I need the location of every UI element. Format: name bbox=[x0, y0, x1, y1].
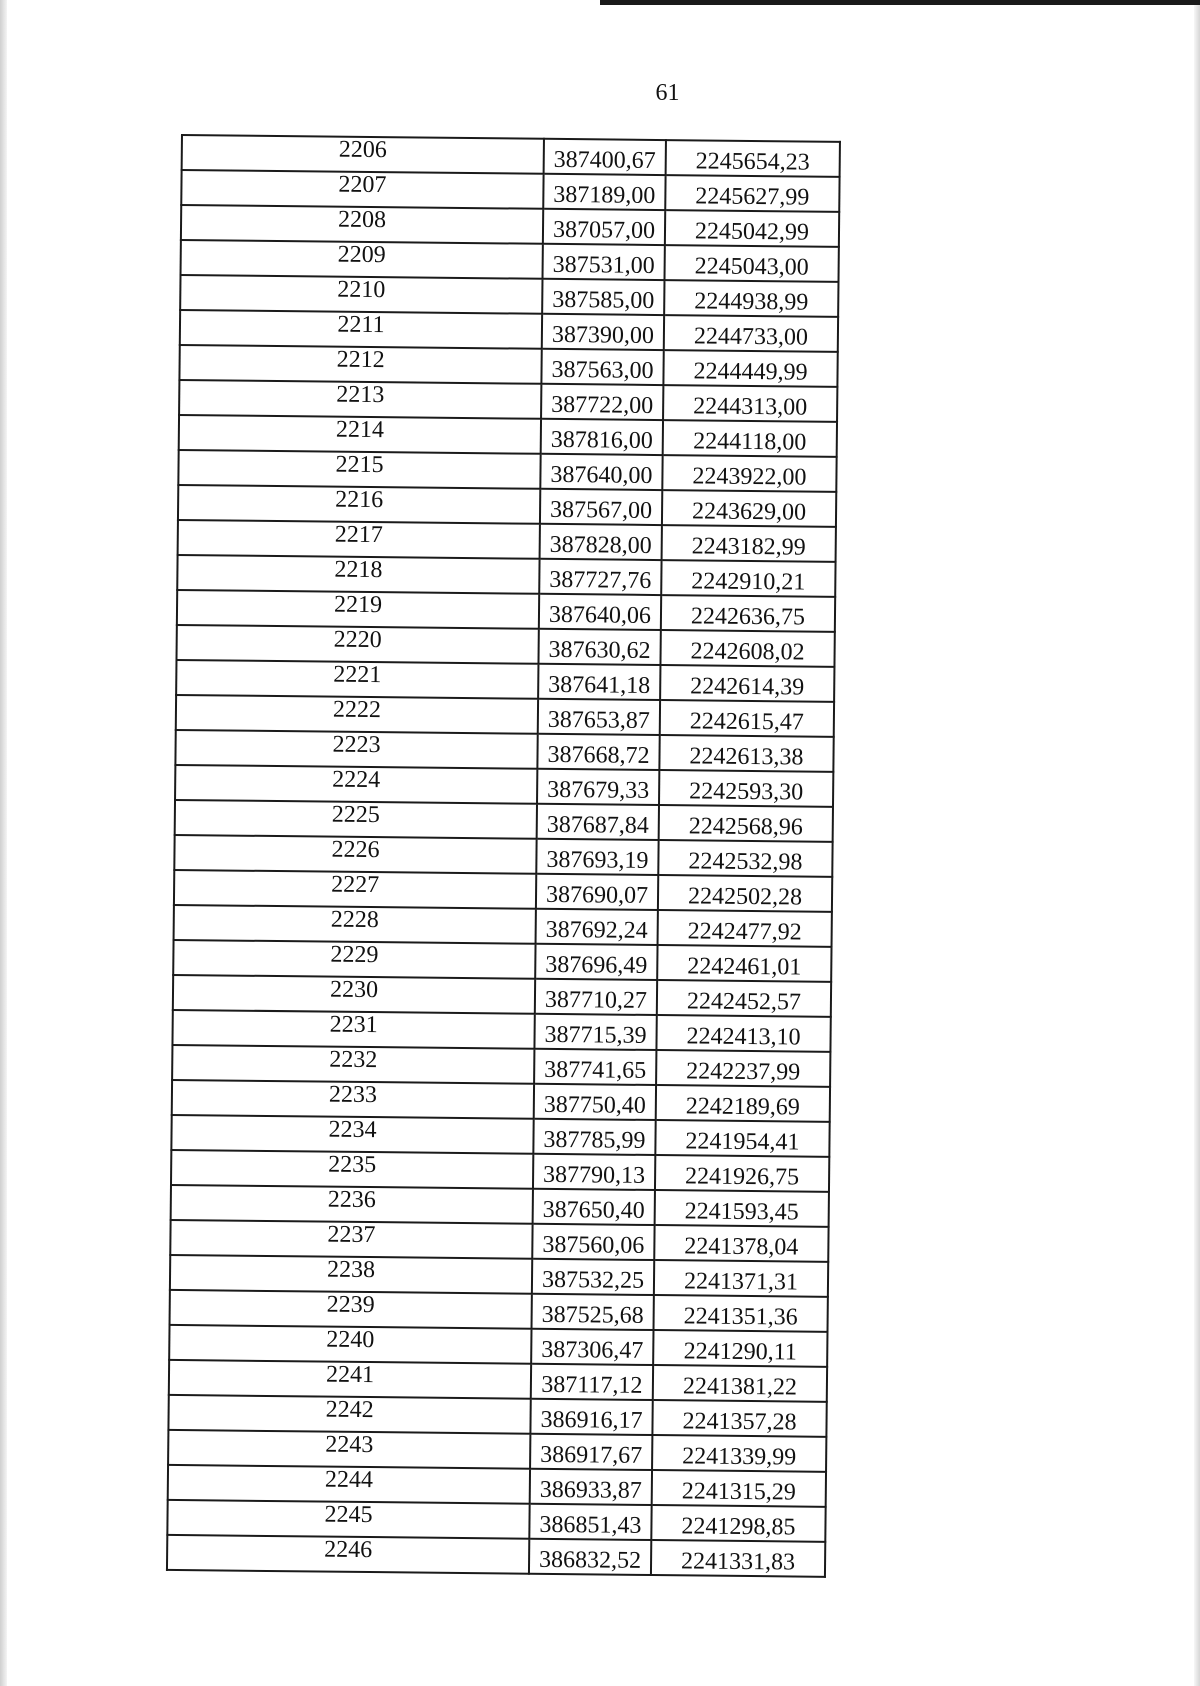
y-coordinate-cell: 2241331,83 bbox=[651, 1540, 825, 1577]
y-coordinate-cell: 2241954,41 bbox=[655, 1120, 829, 1157]
point-id-cell: 2220 bbox=[176, 625, 538, 664]
point-id-cell: 2229 bbox=[173, 940, 535, 979]
point-id-cell: 2213 bbox=[179, 380, 541, 419]
y-coordinate-cell: 2242593,30 bbox=[659, 770, 833, 807]
point-id-cell: 2211 bbox=[180, 310, 542, 349]
y-coordinate-cell: 2241371,31 bbox=[654, 1260, 828, 1297]
x-coordinate-cell: 387532,25 bbox=[532, 1259, 654, 1295]
x-coordinate-cell: 387722,00 bbox=[541, 384, 663, 420]
x-coordinate-cell: 387560,06 bbox=[532, 1224, 654, 1260]
point-id-cell: 2215 bbox=[178, 450, 540, 489]
y-coordinate-cell: 2242413,10 bbox=[656, 1015, 830, 1052]
x-coordinate-cell: 387828,00 bbox=[540, 524, 662, 560]
y-coordinate-cell: 2241381,22 bbox=[653, 1365, 827, 1402]
point-id-cell: 2238 bbox=[170, 1255, 532, 1294]
point-id-cell: 2235 bbox=[171, 1150, 533, 1189]
point-id-cell: 2210 bbox=[180, 275, 542, 314]
point-id-cell: 2214 bbox=[179, 415, 541, 454]
point-id-cell: 2218 bbox=[177, 555, 539, 594]
y-coordinate-cell: 2242461,01 bbox=[657, 945, 831, 982]
y-coordinate-cell: 2244449,99 bbox=[663, 350, 837, 387]
scan-left-edge bbox=[0, 0, 7, 1686]
x-coordinate-cell: 386916,17 bbox=[530, 1399, 652, 1435]
x-coordinate-cell: 387668,72 bbox=[537, 734, 659, 770]
y-coordinate-cell: 2245043,00 bbox=[664, 245, 838, 282]
y-coordinate-cell: 2241357,28 bbox=[652, 1400, 826, 1437]
point-id-cell: 2236 bbox=[171, 1185, 533, 1224]
point-id-cell: 2245 bbox=[167, 1500, 529, 1539]
x-coordinate-cell: 387531,00 bbox=[543, 244, 665, 280]
x-coordinate-cell: 387727,76 bbox=[539, 559, 661, 595]
x-coordinate-cell: 387653,87 bbox=[538, 699, 660, 735]
x-coordinate-cell: 387785,99 bbox=[533, 1119, 655, 1155]
x-coordinate-cell: 387693,19 bbox=[536, 839, 658, 875]
y-coordinate-cell: 2243182,99 bbox=[662, 525, 836, 562]
y-coordinate-cell: 2241926,75 bbox=[655, 1155, 829, 1192]
x-coordinate-cell: 387525,68 bbox=[532, 1294, 654, 1330]
y-coordinate-cell: 2242189,69 bbox=[656, 1085, 830, 1122]
y-coordinate-cell: 2242452,57 bbox=[657, 980, 831, 1017]
x-coordinate-cell: 387630,62 bbox=[538, 629, 660, 665]
point-id-cell: 2217 bbox=[178, 520, 540, 559]
x-coordinate-cell: 387390,00 bbox=[542, 314, 664, 350]
y-coordinate-cell: 2245627,99 bbox=[665, 175, 839, 212]
point-id-cell: 2233 bbox=[172, 1080, 534, 1119]
x-coordinate-cell: 387585,00 bbox=[542, 279, 664, 315]
point-id-cell: 2231 bbox=[172, 1010, 534, 1049]
y-coordinate-cell: 2242477,92 bbox=[658, 910, 832, 947]
coordinates-table bbox=[166, 134, 841, 1578]
y-coordinate-cell: 2245654,23 bbox=[666, 140, 840, 177]
x-coordinate-cell: 387790,13 bbox=[533, 1154, 655, 1190]
x-coordinate-cell: 387400,67 bbox=[544, 139, 666, 175]
y-coordinate-cell: 2241298,85 bbox=[651, 1505, 825, 1542]
x-coordinate-cell: 387816,00 bbox=[541, 419, 663, 455]
point-id-cell: 2246 bbox=[167, 1535, 529, 1574]
point-id-cell: 2223 bbox=[175, 730, 537, 769]
x-coordinate-cell: 387640,00 bbox=[540, 454, 662, 490]
point-id-cell: 2239 bbox=[170, 1290, 532, 1329]
point-id-cell: 2228 bbox=[174, 905, 536, 944]
x-coordinate-cell: 386851,43 bbox=[529, 1504, 651, 1540]
point-id-cell: 2244 bbox=[168, 1465, 530, 1504]
point-id-cell: 2208 bbox=[181, 205, 543, 244]
y-coordinate-cell: 2242502,28 bbox=[658, 875, 832, 912]
x-coordinate-cell: 387057,00 bbox=[543, 209, 665, 245]
y-coordinate-cell: 2241593,45 bbox=[655, 1190, 829, 1227]
y-coordinate-cell: 2245042,99 bbox=[665, 210, 839, 247]
y-coordinate-cell: 2241339,99 bbox=[652, 1435, 826, 1472]
y-coordinate-cell: 2244938,99 bbox=[664, 280, 838, 317]
scan-right-edge bbox=[1194, 0, 1200, 1686]
x-coordinate-cell: 387567,00 bbox=[540, 489, 662, 525]
x-coordinate-cell: 387750,40 bbox=[534, 1084, 656, 1120]
x-coordinate-cell: 387710,27 bbox=[535, 979, 657, 1015]
y-coordinate-cell: 2243922,00 bbox=[662, 455, 836, 492]
y-coordinate-cell: 2242615,47 bbox=[660, 700, 834, 737]
point-id-cell: 2219 bbox=[177, 590, 539, 629]
top-rule bbox=[600, 0, 1200, 5]
point-id-cell: 2232 bbox=[172, 1045, 534, 1084]
point-id-cell: 2209 bbox=[181, 240, 543, 279]
x-coordinate-cell: 386917,67 bbox=[530, 1434, 652, 1470]
y-coordinate-cell: 2241351,36 bbox=[654, 1295, 828, 1332]
point-id-cell: 2206 bbox=[182, 135, 544, 174]
y-coordinate-cell: 2242532,98 bbox=[658, 840, 832, 877]
point-id-cell: 2225 bbox=[175, 800, 537, 839]
y-coordinate-cell: 2244733,00 bbox=[664, 315, 838, 352]
table-row bbox=[167, 1535, 825, 1577]
point-id-cell: 2224 bbox=[175, 765, 537, 804]
y-coordinate-cell: 2242568,96 bbox=[659, 805, 833, 842]
x-coordinate-cell: 387696,49 bbox=[535, 944, 657, 980]
y-coordinate-cell: 2242636,75 bbox=[661, 595, 835, 632]
point-id-cell: 2227 bbox=[174, 870, 536, 909]
x-coordinate-cell: 387306,47 bbox=[531, 1329, 653, 1365]
x-coordinate-cell: 387687,84 bbox=[537, 804, 659, 840]
coordinates-table-body bbox=[167, 135, 840, 1577]
point-id-cell: 2222 bbox=[176, 695, 538, 734]
x-coordinate-cell: 387563,00 bbox=[541, 349, 663, 385]
x-coordinate-cell: 386933,87 bbox=[530, 1469, 652, 1505]
point-id-cell: 2242 bbox=[168, 1395, 530, 1434]
x-coordinate-cell: 387640,06 bbox=[539, 594, 661, 630]
x-coordinate-cell: 387641,18 bbox=[538, 664, 660, 700]
y-coordinate-cell: 2243629,00 bbox=[662, 490, 836, 527]
x-coordinate-cell: 387189,00 bbox=[543, 174, 665, 210]
y-coordinate-cell: 2242608,02 bbox=[660, 630, 834, 667]
y-coordinate-cell: 2241378,04 bbox=[654, 1225, 828, 1262]
y-coordinate-cell: 2242613,38 bbox=[659, 735, 833, 772]
x-coordinate-cell: 387715,39 bbox=[534, 1014, 656, 1050]
y-coordinate-cell: 2244313,00 bbox=[663, 385, 837, 422]
y-coordinate-cell: 2241315,29 bbox=[652, 1470, 826, 1507]
point-id-cell: 2226 bbox=[174, 835, 536, 874]
point-id-cell: 2240 bbox=[169, 1325, 531, 1364]
x-coordinate-cell: 387650,40 bbox=[533, 1189, 655, 1225]
x-coordinate-cell: 386832,52 bbox=[529, 1539, 651, 1575]
point-id-cell: 2241 bbox=[169, 1360, 531, 1399]
point-id-cell: 2216 bbox=[178, 485, 540, 524]
point-id-cell: 2237 bbox=[170, 1220, 532, 1259]
y-coordinate-cell: 2244118,00 bbox=[663, 420, 837, 457]
x-coordinate-cell: 387690,07 bbox=[536, 874, 658, 910]
x-coordinate-cell: 387117,12 bbox=[531, 1364, 653, 1400]
x-coordinate-cell: 387679,33 bbox=[537, 769, 659, 805]
point-id-cell: 2243 bbox=[168, 1430, 530, 1469]
x-coordinate-cell: 387741,65 bbox=[534, 1049, 656, 1085]
x-coordinate-cell: 387692,24 bbox=[536, 909, 658, 945]
y-coordinate-cell: 2242910,21 bbox=[661, 560, 835, 597]
point-id-cell: 2230 bbox=[173, 975, 535, 1014]
point-id-cell: 2212 bbox=[179, 345, 541, 384]
y-coordinate-cell: 2242237,99 bbox=[656, 1050, 830, 1087]
y-coordinate-cell: 2242614,39 bbox=[660, 665, 834, 702]
page-number: 61 bbox=[655, 80, 680, 106]
point-id-cell: 2221 bbox=[176, 660, 538, 699]
point-id-cell: 2234 bbox=[171, 1115, 533, 1154]
point-id-cell: 2207 bbox=[181, 170, 543, 209]
y-coordinate-cell: 2241290,11 bbox=[653, 1330, 827, 1367]
